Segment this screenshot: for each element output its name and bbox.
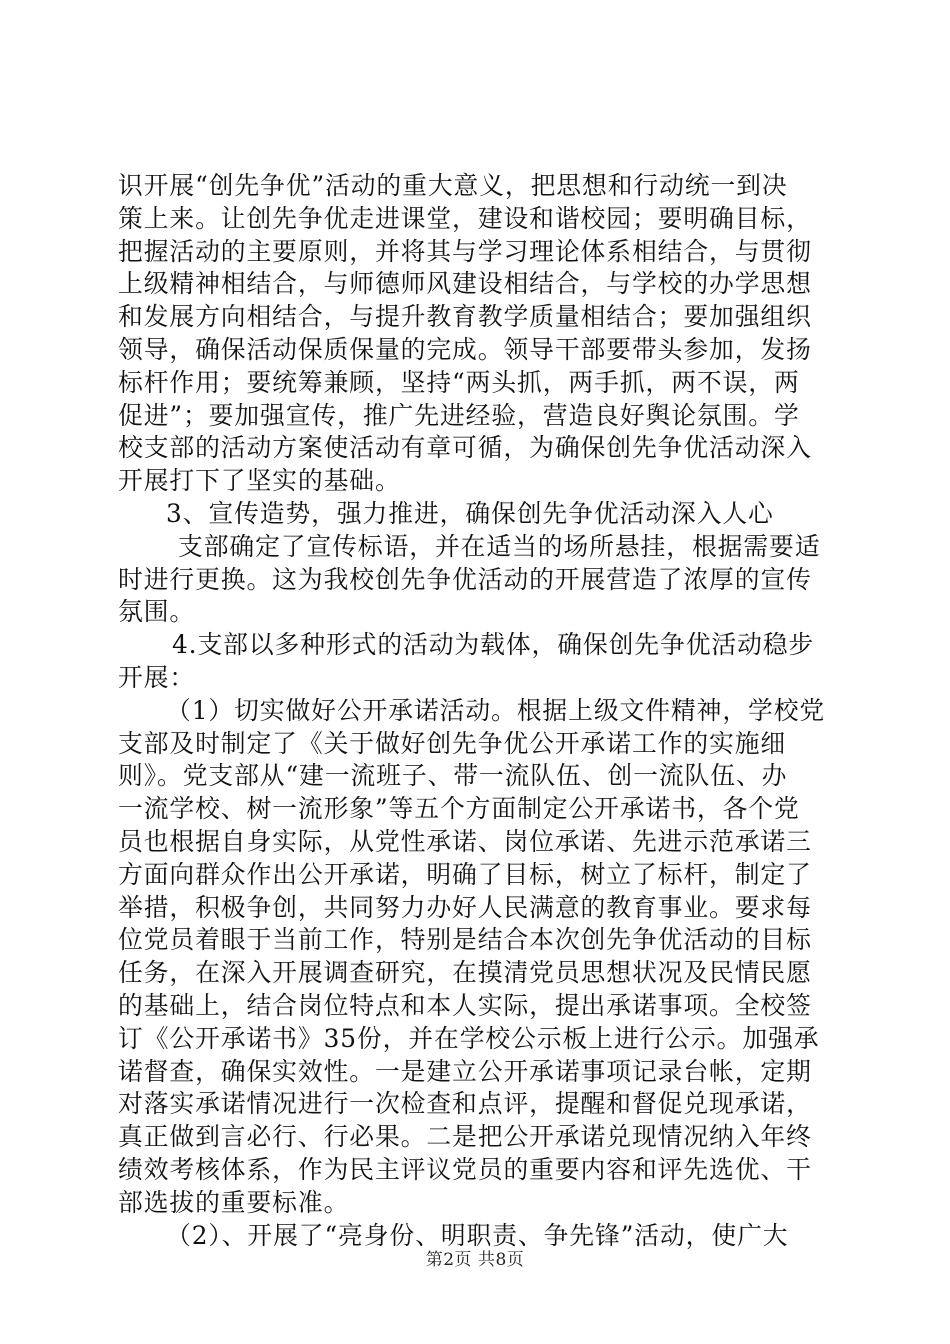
text-line: 部选拔的重要标准。	[118, 1187, 350, 1217]
page-number-footer: 第2页 共8页	[425, 1250, 525, 1270]
text-line: 把握活动的主要原则，并将其与学习理论体系相结合，与贯彻	[118, 236, 812, 266]
text-line: 策上来。让创先争优走进课堂，建设和谐校园；要明确目标，	[118, 203, 812, 233]
text-line: 开展：	[118, 662, 196, 692]
text-line: 真正做到言必行、行必果。二是把公开承诺兑现情况纳入年终	[118, 1122, 812, 1152]
text-line: 任务，在深入开展调查研究，在摸清党员思想状况及民情民愿	[118, 958, 812, 988]
text-line: 开展打下了坚实的基础。	[118, 466, 401, 496]
text-line: 氛围。	[118, 597, 196, 627]
text-line: 员也根据自身实际，从党性承诺、岗位承诺、先进示范承诺三	[118, 826, 812, 856]
text-line: 诺督查，确保实效性。一是建立公开承诺事项记录台帐，定期	[118, 1056, 812, 1086]
text-line: 促进”；要加强宣传，推广先进经验，营造良好舆论氛围。学	[118, 400, 800, 430]
text-line: 方面向群众作出公开承诺，明确了目标，树立了标杆，制定了	[118, 859, 812, 889]
text-line: 则》。党支部从“建一流班子、带一流队伍、创一流队伍、办	[118, 761, 788, 791]
text-line: 订《公开承诺书》35份，并在学校公示板上进行公示。加强承	[118, 1023, 820, 1053]
document-body	[118, 170, 834, 1252]
text-line: 和发展方向相结合，与提升教育教学质量相结合；要加强组织	[118, 302, 812, 332]
text-line: 一流学校、树一流形象”等五个方面制定公开承诺书，各个党	[118, 794, 800, 824]
text-line: 支部及时制定了《关于做好创先争优公开承诺工作的实施细	[118, 728, 787, 758]
text-line: 上级精神相结合，与师德师风建设相结合，与学校的办学思想	[118, 269, 812, 299]
text-line: 支部确定了宣传标语，并在适当的场所悬挂，根据需要适	[178, 531, 821, 561]
text-line: 领导，确保活动保质保量的完成。领导干部要带头参加，发扬	[118, 334, 812, 364]
section-heading: 3、宣传造势，强力推进，确保创先争优活动深入人心	[166, 498, 774, 528]
text-line: （1）切实做好公开承诺活动。根据上级文件精神，学校党	[166, 695, 826, 725]
text-line: 位党员着眼于当前工作，特别是结合本次创先争优活动的目标	[118, 925, 812, 955]
text-line: 识开展“创先争优”活动的重大意义，把思想和行动统一到决	[118, 171, 788, 200]
text-line: 绩效考核体系，作为民主评议党员的重要内容和评先选优、干	[118, 1154, 812, 1184]
text-line: 的基础上，结合岗位特点和本人实际，提出承诺事项。全校签	[118, 990, 812, 1020]
text-line: （2）、开展了“亮身份、明职责、争先锋”活动，使广大	[166, 1220, 789, 1250]
text-line: 时进行更换。这为我校创先争优活动的开展营造了浓厚的宣传	[118, 564, 812, 594]
text-line: 标杆作用；要统筹兼顾，坚持“两头抓，两手抓，两不误，两	[118, 367, 800, 397]
section-heading: 4.支部以多种形式的活动为载体，确保创先争优活动稳步	[172, 630, 815, 660]
text-line: 举措，积极争创，共同努力办好人民满意的教育事业。要求每	[118, 892, 812, 922]
text-line: 校支部的活动方案使活动有章可循，为确保创先争优活动深入	[118, 433, 812, 463]
text-line: 对落实承诺情况进行一次检查和点评，提醒和督促兑现承诺，	[118, 1089, 812, 1119]
